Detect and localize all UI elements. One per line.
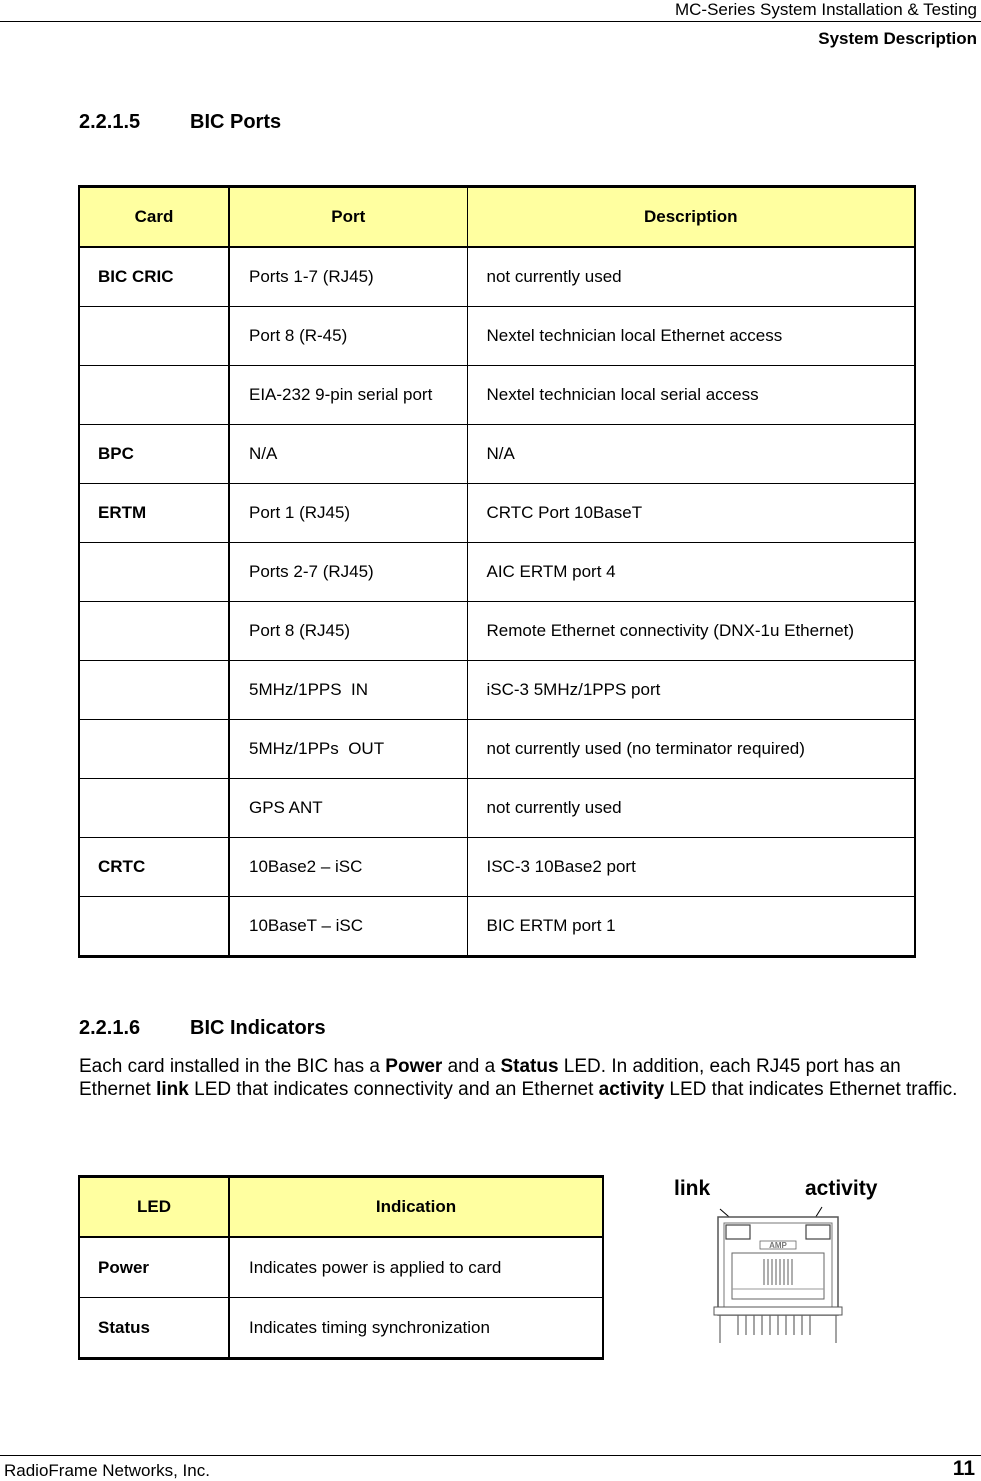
table-row (79, 779, 915, 838)
para-text: Each card installed in the BIC has a (79, 1056, 386, 1077)
port-cell: Ports 2-7 (RJ45) (229, 543, 467, 602)
header-doc-title: MC-Series System Installation & Testing (674, 0, 977, 19)
port-cell: EIA-232 9-pin serial port (229, 366, 467, 425)
table-row (79, 247, 915, 307)
card-cell (79, 366, 229, 425)
para-text: and a (442, 1056, 501, 1077)
table-row (79, 897, 915, 957)
table-row (79, 366, 915, 425)
table-row (79, 838, 915, 897)
para-bold-status: Status (500, 1056, 559, 1077)
para-bold-activity: activity (598, 1079, 665, 1100)
card-cell (79, 307, 229, 366)
port-cell: GPS ANT (229, 779, 467, 838)
description-cell: Remote Ethernet connectivity (DNX-1u Ethernet) (467, 602, 915, 661)
column-header: Port (229, 187, 467, 248)
description-cell: AIC ERTM port 4 (467, 543, 915, 602)
section-title: BIC Indicators (190, 1017, 326, 1039)
description-cell: not currently used (467, 247, 915, 307)
description-cell: not currently used (no terminator required) (467, 720, 915, 779)
description-cell: CRTC Port 10BaseT (467, 484, 915, 543)
port-cell: 10BaseT – iSC (229, 897, 467, 957)
card-cell (79, 543, 229, 602)
section-title: BIC Ports (190, 111, 282, 133)
port-cell: 5MHz/1PPs OUT (229, 720, 467, 779)
section-number: 2.2.1.5 (79, 111, 141, 133)
port-cell: Ports 1-7 (RJ45) (229, 247, 467, 307)
indicators-paragraph (79, 1055, 959, 1101)
link-label: link (674, 1177, 711, 1200)
para-text: LED. In addition, each RJ45 port has an Ethernet (79, 1056, 901, 1100)
card-cell: BPC (79, 425, 229, 484)
column-header: Description (467, 187, 915, 248)
para-text: LED that indicates Ethernet traffic. (664, 1079, 958, 1100)
para-bold-power: Power (385, 1056, 443, 1077)
card-cell (79, 720, 229, 779)
indication-cell: Indicates timing synchronization (229, 1298, 603, 1359)
table-row (79, 720, 915, 779)
indication-cell: Indicates power is applied to card (229, 1237, 603, 1298)
led-cell: Power (79, 1237, 229, 1298)
table-header-row (79, 1177, 603, 1238)
port-cell: 5MHz/1PPS IN (229, 661, 467, 720)
port-cell: N/A (229, 425, 467, 484)
column-header: Indication (229, 1177, 603, 1238)
table-row (79, 1237, 603, 1298)
description-cell: Nextel technician local serial access (467, 366, 915, 425)
port-cell: Port 8 (R-45) (229, 307, 467, 366)
table-row (79, 425, 915, 484)
table-row (79, 602, 915, 661)
card-cell (79, 661, 229, 720)
port-cell: 10Base2 – iSC (229, 838, 467, 897)
card-cell: BIC CRIC (79, 247, 229, 307)
section-heading-indicators (79, 1017, 326, 1040)
port-cell: Port 1 (RJ45) (229, 484, 467, 543)
header-rule (0, 21, 981, 22)
footer-company: RadioFrame Networks, Inc. (4, 1461, 210, 1480)
card-cell: ERTM (79, 484, 229, 543)
description-cell: N/A (467, 425, 915, 484)
ports-table (78, 185, 916, 958)
footer-rule (0, 1455, 981, 1456)
table-header-row (79, 187, 915, 248)
table-row (79, 1298, 603, 1359)
description-cell: not currently used (467, 779, 915, 838)
table-row (79, 307, 915, 366)
description-cell: ISC-3 10Base2 port (467, 838, 915, 897)
rj45-jack-icon (660, 1175, 900, 1355)
section-number: 2.2.1.6 (79, 1017, 141, 1039)
table-row (79, 661, 915, 720)
table-row (79, 484, 915, 543)
amp-logo-text: AMP (769, 1241, 787, 1250)
led-table (78, 1175, 604, 1360)
card-cell (79, 602, 229, 661)
card-cell (79, 779, 229, 838)
para-text: LED that indicates connectivity and an Ethernet (188, 1079, 599, 1100)
column-header: Card (79, 187, 229, 248)
card-cell (79, 897, 229, 957)
header-chapter: System Description (818, 29, 977, 48)
activity-label: activity (805, 1177, 878, 1200)
port-cell: Port 8 (RJ45) (229, 602, 467, 661)
section-heading-ports (79, 111, 281, 134)
footer-page-number: 11 (952, 1457, 975, 1480)
table-row (79, 543, 915, 602)
rj45-connector-figure (660, 1175, 900, 1355)
column-header: LED (79, 1177, 229, 1238)
led-cell: Status (79, 1298, 229, 1359)
para-bold-link: link (156, 1079, 189, 1100)
description-cell: Nextel technician local Ethernet access (467, 307, 915, 366)
description-cell: iSC-3 5MHz/1PPS port (467, 661, 915, 720)
card-cell: CRTC (79, 838, 229, 897)
description-cell: BIC ERTM port 1 (467, 897, 915, 957)
